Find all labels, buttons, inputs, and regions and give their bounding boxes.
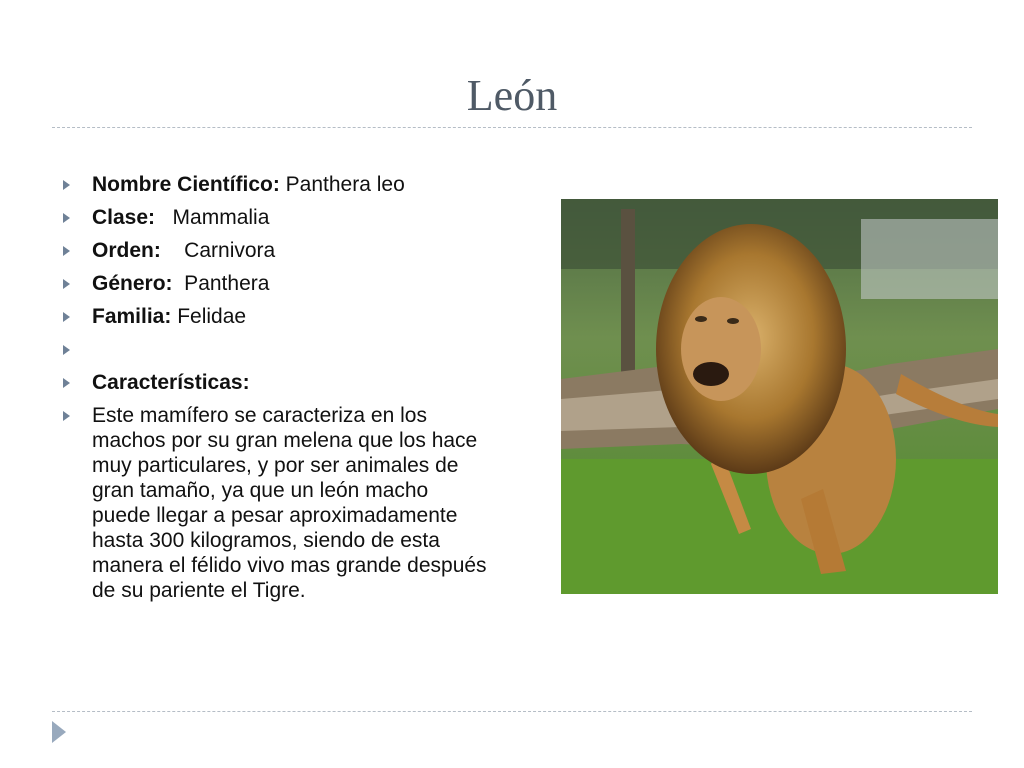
triangle-bullet-icon <box>63 411 70 421</box>
item-label: Orden: <box>92 239 161 262</box>
triangle-bullet-icon <box>63 180 70 190</box>
list-item-scientific-name <box>60 172 490 197</box>
triangle-bullet-icon <box>63 345 70 355</box>
lion-photo-illustration <box>561 199 998 594</box>
item-label: Características: <box>92 371 250 394</box>
item-value: Felidae <box>171 305 247 328</box>
title-divider <box>52 127 972 128</box>
play-triangle-icon[interactable] <box>52 721 66 743</box>
item-value: Carnivora <box>160 239 276 262</box>
triangle-bullet-icon <box>63 279 70 289</box>
triangle-bullet-icon <box>63 246 70 256</box>
list-item-description <box>60 403 490 603</box>
item-label: Clase: <box>92 206 156 229</box>
item-label: Nombre Científico: <box>92 173 280 196</box>
content-list <box>60 172 490 611</box>
list-item-characteristics <box>60 370 490 395</box>
item-value: Mammalia <box>155 206 270 229</box>
list-item-family <box>60 304 490 329</box>
item-value: Panthera <box>172 272 270 295</box>
lion-photo <box>561 199 998 594</box>
triangle-bullet-icon <box>63 378 70 388</box>
list-item-empty <box>60 337 490 362</box>
list-item-order <box>60 238 490 263</box>
item-label: Familia: <box>92 305 172 328</box>
list-item-genus <box>60 271 490 296</box>
triangle-bullet-icon <box>63 213 70 223</box>
triangle-bullet-icon <box>63 312 70 322</box>
item-value: Panthera leo <box>279 173 405 196</box>
description-text: Este mamífero se caracteriza en los machos por su gran melena que los hace muy particulares, y por ser animales de gran tamaño, ya que un león macho puede llegar a pesar aproximadamente hasta 300 kilogramos, siendo de esta manera el félido vivo mas grande después de su pariente el Tigre. <box>92 404 487 602</box>
list-item-class <box>60 205 490 230</box>
slide-title: León <box>466 71 558 120</box>
footer-divider <box>52 711 972 712</box>
item-label: Género: <box>92 272 173 295</box>
